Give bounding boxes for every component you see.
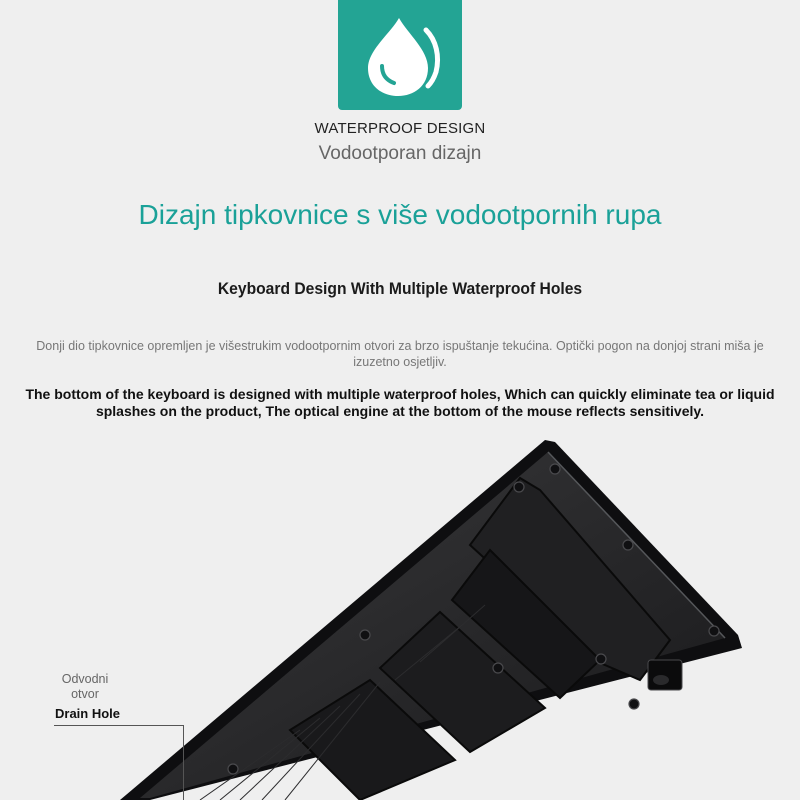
description-en: The bottom of the keyboard is designed with multiple waterproof holes, Which can quickly eliminate tea or liquid splashes on the product, The optical engine at the bottom of the mouse reflects sensitively.: [25, 386, 775, 419]
feature-title-en: WATERPROOF DESIGN: [314, 120, 486, 137]
waterproof-icon-badge: [338, 0, 462, 110]
drain-hole-callout-line: [54, 725, 184, 800]
drain-hole-label-hr: Odvodni otvor: [61, 672, 109, 701]
headline-hr: Dizajn tipkovnice s više vodootpornih rupa: [138, 199, 662, 230]
feature-title-hr: Vodootporan dizajn: [318, 143, 482, 164]
drain-hole-label-en: Drain Hole: [55, 706, 121, 721]
headline-en: Keyboard Design With Multiple Waterproof Holes: [217, 279, 583, 298]
description-hr: Donji dio tipkovnice opremljen je višestrukim vodootpornim otvori za brzo ispuštanje tekućina. Optički pogon na donjoj strani miša je izuzetno osjetljiv.: [36, 339, 764, 369]
water-drop-icon: [338, 0, 462, 110]
